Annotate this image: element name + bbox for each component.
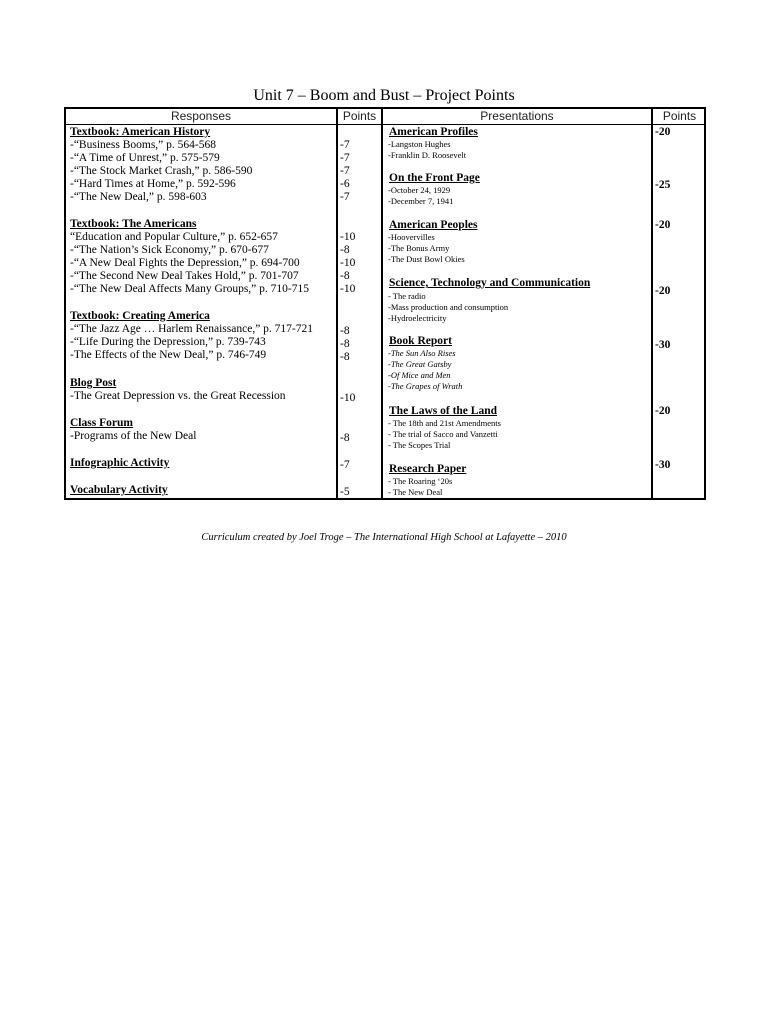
presentation-points: -30	[655, 459, 671, 471]
presentation-item: -Of Mice and Men	[388, 370, 451, 380]
presentation-item: - The trial of Sacco and Vanzetti	[388, 429, 498, 439]
response-item: -“A Time of Unrest,” p. 575-579	[70, 152, 220, 164]
presentation-item: -December 7, 1941	[388, 196, 454, 206]
presentation-title: Research Paper	[389, 463, 467, 475]
presentation-title: Book Report	[389, 335, 452, 347]
section-title: Class Forum	[70, 417, 133, 429]
response-points: -8	[340, 338, 350, 350]
response-points: -10	[340, 392, 356, 404]
response-points: -7	[340, 152, 350, 164]
points-header: Points	[342, 109, 377, 123]
response-item: -“Business Booms,” p. 564-568	[70, 139, 216, 151]
presentation-item: -The Bonus Army	[388, 243, 450, 253]
response-item: -“Hard Times at Home,” p. 592-596	[70, 178, 236, 190]
presentations-header: Presentations	[480, 109, 554, 123]
presentation-title: American Peoples	[389, 219, 478, 231]
response-points: -10	[340, 283, 356, 295]
presentation-item: -October 24, 1929	[388, 185, 451, 195]
response-item: -The Effects of the New Deal,” p. 746-749	[70, 349, 267, 361]
response-item: “Education and Popular Culture,” p. 652-657	[70, 231, 278, 243]
responses-header: Responses	[170, 109, 232, 123]
presentation-item: -The Grapes of Wrath	[388, 381, 463, 391]
response-points: -6	[340, 178, 350, 190]
presentation-item: - The radio	[388, 291, 426, 301]
response-item: -Programs of the New Deal	[70, 430, 197, 442]
response-item: -“The Second New Deal Takes Hold,” p. 701-707	[70, 270, 299, 282]
presentation-item: -The Dust Bowl Okies	[388, 254, 465, 264]
presentation-item: -Hydroelectricity	[388, 313, 447, 323]
section-title: Textbook: American History	[70, 126, 211, 138]
presentation-title: American Profiles	[389, 126, 478, 138]
response-points: -8	[340, 432, 350, 444]
column-divider	[651, 109, 653, 498]
response-points: -10	[340, 257, 356, 269]
presentation-item: -The Sun Also Rises	[388, 348, 456, 358]
presentation-item: -Mass production and consumption	[388, 302, 509, 312]
presentation-points: -20	[655, 126, 671, 138]
presentation-points: -20	[655, 405, 671, 417]
response-points: -8	[340, 244, 350, 256]
presentation-item: - The New Deal	[388, 487, 443, 497]
presentation-title: On the Front Page	[389, 172, 480, 184]
response-points: -7	[340, 191, 350, 203]
response-points: -7	[340, 139, 350, 151]
section-title: Vocabulary Activity	[70, 484, 168, 496]
response-points: -8	[340, 270, 350, 282]
footer-credit: Curriculum created by Joel Troge – The International High School at Lafayette – 2010	[201, 532, 567, 543]
presentation-item: - The Roaring ‘20s	[388, 476, 453, 486]
section-title: Blog Post	[70, 377, 117, 389]
presentation-points: -20	[655, 285, 671, 297]
presentation-points: -25	[655, 179, 671, 191]
project-points-table	[64, 107, 706, 500]
response-item: -“The Stock Market Crash,” p. 586-590	[70, 165, 253, 177]
response-item: -“The Jazz Age … Harlem Renaissance,” p. 717-721	[70, 323, 314, 335]
points-header-2: Points	[662, 109, 697, 123]
presentation-item: - The Scopes Trial	[388, 440, 451, 450]
presentation-item: -Langston Hughes	[388, 139, 451, 149]
section-title: Infographic Activity	[70, 457, 170, 469]
response-points: -7	[340, 165, 350, 177]
response-points: -5	[340, 486, 350, 498]
response-item: -“A New Deal Fights the Depression,” p. 694-700	[70, 257, 300, 269]
presentation-points: -30	[655, 339, 671, 351]
response-points: -10	[340, 231, 356, 243]
presentation-item: -Franklin D. Roosevelt	[388, 150, 467, 160]
response-item: -“The New Deal Affects Many Groups,” p. 710-715	[70, 283, 309, 295]
page-title: Unit 7 – Boom and Bust – Project Points	[253, 87, 515, 104]
section-title: Textbook: The Americans	[70, 218, 197, 230]
column-divider	[336, 109, 338, 498]
presentation-points: -20	[655, 219, 671, 231]
response-item: -“Life During the Depression,” p. 739-743	[70, 336, 266, 348]
presentation-item: -The Great Gatsby	[388, 359, 452, 369]
presentation-title: Science, Technology and Communication	[389, 277, 591, 289]
presentation-title: The Laws of the Land	[389, 405, 497, 417]
response-points: -7	[340, 459, 350, 471]
column-divider	[381, 109, 383, 498]
response-item: -“The New Deal,” p. 598-603	[70, 191, 207, 203]
response-item: -“The Nation’s Sick Economy,” p. 670-677	[70, 244, 269, 256]
response-points: -8	[340, 351, 350, 363]
presentation-item: -Hoovervilles	[388, 232, 435, 242]
presentation-item: - The 18th and 21st Amendments	[388, 418, 501, 428]
section-title: Textbook: Creating America	[70, 310, 210, 322]
response-points: -8	[340, 325, 350, 337]
header-divider	[66, 124, 704, 125]
response-item: -The Great Depression vs. the Great Recession	[70, 390, 286, 402]
